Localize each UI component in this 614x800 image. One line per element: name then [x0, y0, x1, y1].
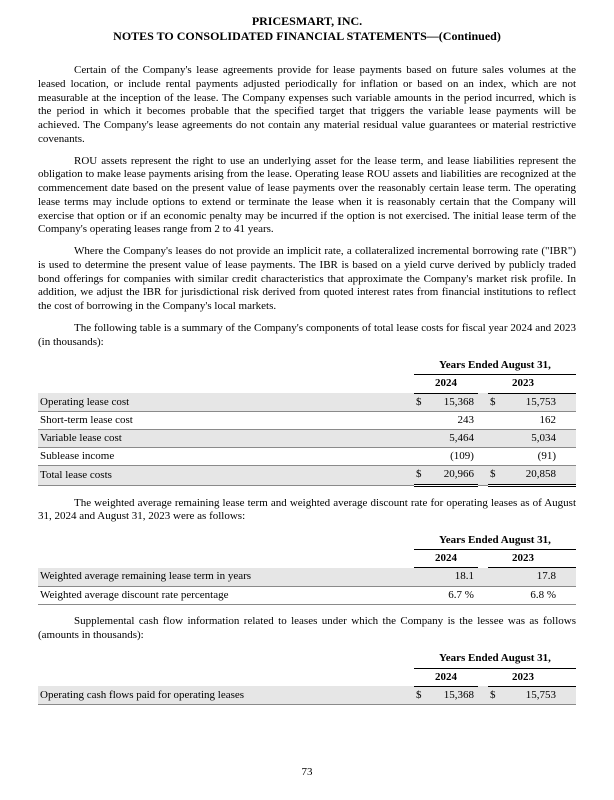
row-label: Operating cash flows paid for operating leases	[38, 686, 414, 704]
company-name: PRICESMART, INC.	[251, 14, 363, 28]
amount-2023: 15,753	[504, 393, 576, 411]
year-column-2023: 2023	[488, 550, 576, 568]
table-row	[38, 448, 576, 466]
year-column-2024: 2024	[414, 668, 478, 686]
table-row	[38, 430, 576, 448]
currency-symbol: $	[488, 686, 504, 704]
year-column-2024: 2024	[414, 550, 478, 568]
period-header-row	[38, 650, 576, 668]
year-column-2023: 2023	[488, 375, 576, 393]
amount-2024: 5,464	[430, 430, 478, 448]
year-column-2024: 2024	[414, 375, 478, 393]
year-header-row	[38, 550, 576, 568]
currency-symbol	[488, 586, 504, 604]
lease-costs-table	[38, 357, 576, 486]
amount-2024: (109)	[430, 448, 478, 466]
amount-2023: 20,858	[504, 466, 576, 485]
currency-symbol	[414, 430, 430, 448]
amount-2023: 162	[504, 411, 576, 429]
currency-symbol	[414, 568, 430, 586]
table-row	[38, 393, 576, 411]
year-header-row	[38, 668, 576, 686]
amount-2024: 20,966	[430, 466, 478, 485]
currency-symbol	[488, 448, 504, 466]
amount-2024: 6.7 %	[430, 586, 478, 604]
period-header-row	[38, 532, 576, 550]
amount-2024: 15,368	[430, 393, 478, 411]
currency-symbol	[414, 586, 430, 604]
cash-flow-table	[38, 650, 576, 705]
row-label: Operating lease cost	[38, 393, 414, 411]
year-header-row	[38, 375, 576, 393]
amount-2024: 15,368	[430, 686, 478, 704]
row-label: Short-term lease cost	[38, 411, 414, 429]
amount-2023: 5,034	[504, 430, 576, 448]
amount-2023: (91)	[504, 448, 576, 466]
amount-2024: 243	[430, 411, 478, 429]
row-label: Variable lease cost	[38, 430, 414, 448]
paragraph-variable-lease: Certain of the Company's lease agreements provide for lease payments based on future sales volumes at the leased location, or include rental payments adjusted periodically for inflation or based on an index, which are not measurable at the inception of the lease. The Company expenses such variable amounts in the period incurred, which is the period in which it becomes probable that the specified target that triggers the variable lease payments will be achieved. The Company's lease agreements do not contain any material residual value guarantees or material restrictive covenants.	[38, 64, 576, 145]
amount-2023: 6.8 %	[504, 586, 576, 604]
period-header-row	[38, 357, 576, 375]
weighted-average-table	[38, 532, 576, 605]
year-column-2023: 2023	[488, 668, 576, 686]
currency-symbol: $	[488, 466, 504, 485]
currency-symbol	[488, 568, 504, 586]
paragraph-weighted-average-intro: The weighted average remaining lease term and weighted average discount rate for operating leases as of August 31, 2024 and August 31, 2023 were as follows:	[38, 496, 576, 523]
currency-symbol: $	[414, 466, 430, 485]
period-header: Years Ended August 31,	[414, 357, 576, 375]
paragraph-ibr: Where the Company's leases do not provide an implicit rate, a collateralized incremental borrowing rate ("IBR") is used to determine the present value of lease payments. The IBR is based on a yield curve derived by publicly traded bond offerings for companies with similar credit characteristics that approximate the Company's market risk profile. In addition, we adjust the IBR for jurisdictional risk derived from quoted interest rates from financial institutions to reflect the cost of borrowing in the Company's local markets.	[38, 245, 576, 312]
amount-2023: 15,753	[504, 686, 576, 704]
paragraph-rou-assets: ROU assets represent the right to use an underlying asset for the lease term, and lease liabilities represent the obligation to make lease payments arising from the lease. Operating lease ROU assets and liabilities are recognized at the commencement date based on the present value of lease payments over the reasonably certain lease term. The operating lease terms may include options to extend or terminate the lease when it is reasonably certain that the Company will exercise that option or if an economic penalty may be incurred if the option is not exercised. The initial lease term of the Company's operating leases range from 2 to 41 years.	[38, 154, 576, 236]
currency-symbol	[414, 411, 430, 429]
amount-2024: 18.1	[430, 568, 478, 586]
currency-symbol: $	[488, 393, 504, 411]
table-total-row	[38, 466, 576, 485]
paragraph-cash-flow-intro: Supplemental cash flow information related to leases under which the Company is the lessee was as follows (amounts in thousands):	[38, 614, 576, 641]
period-header: Years Ended August 31,	[414, 650, 576, 668]
currency-symbol	[488, 411, 504, 429]
table-row	[38, 568, 576, 586]
paragraph-lease-costs-intro: The following table is a summary of the Company's components of total lease costs for fiscal year 2024 and 2023 (in thousands):	[38, 321, 576, 348]
row-label: Sublease income	[38, 448, 414, 466]
table-row	[38, 686, 576, 704]
currency-symbol	[488, 430, 504, 448]
page-number: 73	[301, 766, 313, 778]
amount-2023: 17.8	[504, 568, 576, 586]
currency-symbol	[414, 448, 430, 466]
document-title: NOTES TO CONSOLIDATED FINANCIAL STATEMENTS—(Continued)	[113, 29, 501, 43]
row-label: Weighted average discount rate percentage	[38, 586, 414, 604]
table-row	[38, 586, 576, 604]
period-header: Years Ended August 31,	[414, 532, 576, 550]
table-row	[38, 411, 576, 429]
currency-symbol: $	[414, 393, 430, 411]
row-label: Weighted average remaining lease term in years	[38, 568, 414, 586]
document-header	[38, 14, 576, 44]
currency-symbol: $	[414, 686, 430, 704]
row-label: Total lease costs	[38, 466, 414, 485]
